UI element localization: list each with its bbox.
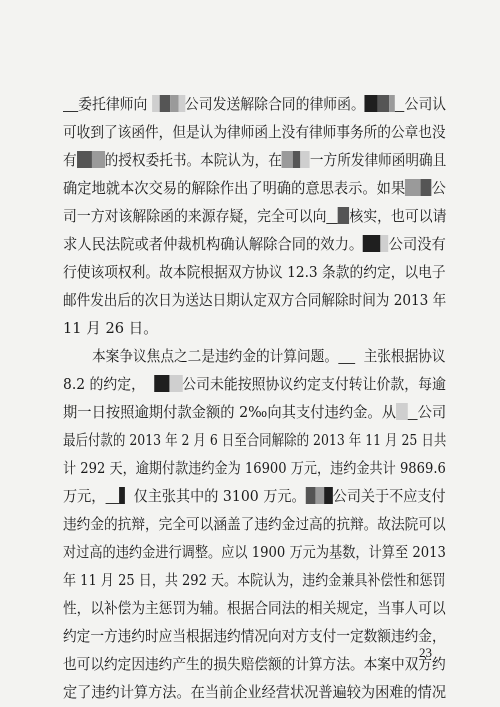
text-line: 也可以约定因违约产生的损失赔偿额的计算方法。本案中双方约 <box>63 656 446 673</box>
text-line: 11 月 26 日。 <box>63 320 158 337</box>
redaction <box>408 405 418 420</box>
text-line: 性，以补偿为主惩罚为辅。根据合同法的相关规定，当事人可以 <box>63 600 446 617</box>
redaction <box>293 151 300 168</box>
text-line: 邮件发出后的次日为送达日期认定双方合同解除时间为 2013 年 <box>63 292 447 309</box>
redaction <box>92 151 105 168</box>
text-line: 8.2 的约定， 公司未能按照协议约定支付转让价款，每逾 <box>63 376 446 393</box>
redaction <box>152 95 160 112</box>
redaction <box>338 349 355 364</box>
redaction <box>378 95 389 112</box>
redaction <box>169 375 182 392</box>
redaction <box>365 95 378 112</box>
text-line: 定了违约计算方法。在当前企业经营状况普遍较为困难的情况 <box>63 684 447 701</box>
text-line: 违约金的抗辩，完全可以涵盖了违约金过高的抗辩。故法院可以 <box>63 516 446 533</box>
page-number: 23 <box>419 645 432 660</box>
text-line: 行使该项权利。故本院根据双方协议 12.3 条款的约定，以电子 <box>63 264 446 281</box>
redaction <box>77 151 92 168</box>
redaction <box>154 375 169 392</box>
text-line: 计 292 天，逾期付款违约金为 16900 万元，违约金共计 9869.6 <box>63 460 446 477</box>
redaction <box>327 209 338 224</box>
redaction <box>363 235 381 252</box>
redaction <box>315 487 324 504</box>
redaction <box>396 403 408 420</box>
text-line: 有 的授权委托书。本院认为，在 一方所发律师函明确且 <box>63 152 447 169</box>
text-line: 约定一方违约时应当根据违约情况向对方支付一定数额违约金， <box>63 628 446 645</box>
redaction <box>170 95 179 112</box>
redaction <box>421 179 432 196</box>
redaction <box>63 97 78 112</box>
text-line: 求人民法院或者仲裁机构确认解除合同的效力。 公司没有 <box>63 236 446 253</box>
text-line: 对过高的违约金进行调整。应以 1900 万元为基数，计算至 2013 <box>63 544 446 561</box>
redaction <box>119 487 125 504</box>
text-line: 本案争议焦点之二是违约金的计算问题。 主张根据协议 <box>92 348 446 365</box>
redaction <box>301 151 310 168</box>
text-line: 确定地就本次交易的解除作出了明确的意思表示。如果 公 <box>63 180 446 197</box>
redaction <box>159 95 169 112</box>
redaction <box>105 489 119 504</box>
text-line: 司一方对该解除函的来源存疑，完全可以向 核实，也可以请 <box>63 208 447 225</box>
text-line: 可收到了该函件，但是认为律师函上没有律师事务所的公章也没 <box>63 124 446 141</box>
redaction <box>324 487 333 504</box>
redaction <box>282 151 293 168</box>
redaction <box>395 97 404 112</box>
redaction <box>306 487 316 504</box>
redaction <box>338 207 349 224</box>
text-line: 万元， 仅主张其中的 3100 万元。 公司关于不应支付 <box>63 488 446 505</box>
text-line: 期一日按照逾期付款金额的 2‰向其支付违约金。从 公司 <box>63 404 447 421</box>
text-line: 委托律师向 公司发送解除合同的律师函。 公司认 <box>63 95 446 115</box>
text-line: 年 11 月 25 日，共 292 天。本院认为，违约金兼具补偿性和惩罚 <box>63 572 446 589</box>
redaction <box>405 179 421 196</box>
text-line: 最后付款的 2013 年 2 月 6 日至合同解除的 2013 年 11 月 25 日共 <box>63 432 447 449</box>
